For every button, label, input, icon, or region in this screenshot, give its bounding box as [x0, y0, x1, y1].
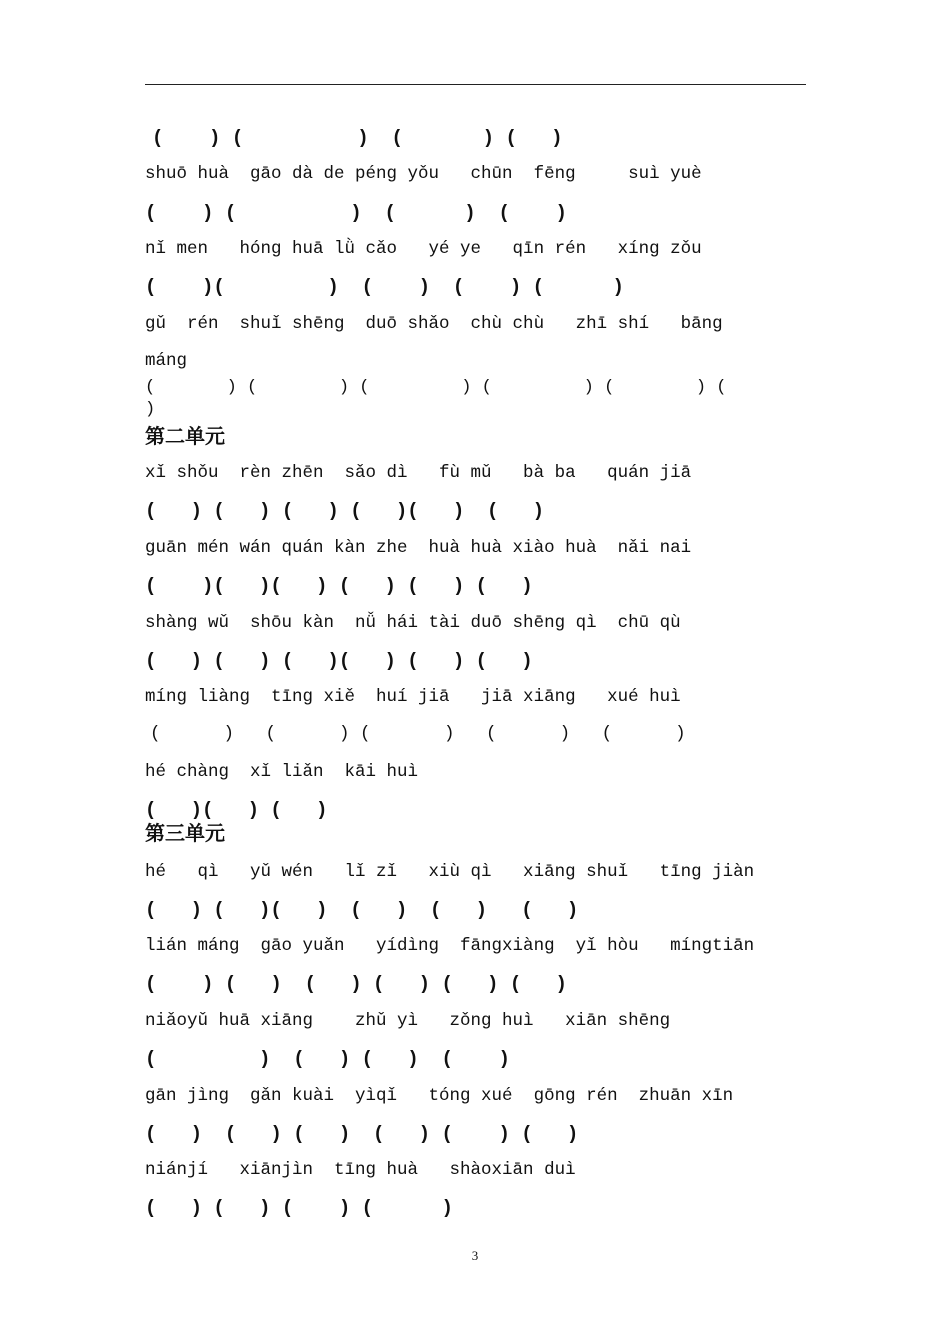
- answer-blanks-row: ( ) ( ) ( ) ( ) ( ) ( ): [145, 1123, 579, 1145]
- pinyin-row: guān mén wán quán kàn zhe huà huà xiào huà nǎi nai: [145, 538, 692, 558]
- pinyin-row-wrap: máng: [145, 351, 188, 371]
- answer-blanks-row: ( ) ( ) ( ) ( ): [145, 202, 567, 224]
- answer-blanks-row: ( ) ( ) ( ) ( ): [152, 127, 563, 149]
- pinyin-row: shuō huà gāo dà de péng yǒu chūn fēng suì yuè: [145, 164, 702, 184]
- pinyin-row: gǔ rén shuǐ shēng duō shǎo chù chù zhī shí bāng: [145, 314, 723, 334]
- answer-blanks-row: ( ) ( ) ( ) ( ) ( ) (: [145, 378, 727, 397]
- pinyin-row: hé chàng xǐ liǎn kāi huì: [145, 762, 419, 782]
- pinyin-row: míng liàng tīng xiě huí jiā jiā xiāng xué huì: [145, 687, 681, 707]
- answer-blanks-row: ( ) ( ) ( )( ) ( ) ( ): [145, 650, 533, 672]
- answer-blanks-row-wrap: ): [145, 400, 156, 419]
- answer-blanks-row: ( ) ( ) ( ) ( ) ( ) ( ): [145, 973, 567, 995]
- pinyin-row: niánjí xiānjìn tīng huà shàoxiān duì: [145, 1160, 576, 1180]
- answer-blanks-row: ( ) ( )( ) ( ) ( ) ( ): [145, 899, 579, 921]
- answer-blanks-row: ( ) ( ) ( ) ( )( ) ( ): [145, 500, 545, 522]
- pinyin-row: gān jìng gǎn kuài yìqǐ tóng xué gōng rén zhuān xīn: [145, 1086, 734, 1106]
- header-rule: [145, 84, 806, 85]
- section-heading-unit-3: 第三单元: [145, 821, 225, 845]
- answer-blanks-row: ( ) ( ) ( ) ( ): [145, 1048, 510, 1070]
- pinyin-row: xǐ shǒu rèn zhēn sǎo dì fù mǔ bà ba quán jiā: [145, 463, 692, 483]
- answer-blanks-row: ( ) ( ) ( ) ( ): [145, 1197, 453, 1219]
- answer-blanks-row: ( ) ( ) ( ) ( ) ( ): [150, 724, 686, 744]
- section-heading-unit-2: 第二单元: [145, 424, 225, 448]
- answer-blanks-row: ( )( ) ( ) ( ) ( ): [145, 276, 624, 298]
- answer-blanks-row: ( )( )( ) ( ) ( ) ( ): [145, 575, 533, 597]
- answer-blanks-row: ( )( ) ( ): [145, 799, 328, 821]
- pinyin-row: hé qì yǔ wén lǐ zǐ xiù qì xiāng shuǐ tīng jiàn: [145, 862, 755, 882]
- pinyin-row: shàng wǔ shōu kàn nǚ hái tài duō shēng qì chū qù: [145, 613, 681, 633]
- page-number: 3: [471, 1248, 479, 1263]
- pinyin-row: lián máng gāo yuǎn yídìng fāngxiàng yǐ hòu míngtiān: [145, 936, 755, 956]
- pinyin-row: nǐ men hóng huā lǜ cǎo yé ye qīn rén xíng zǒu: [145, 239, 702, 259]
- pinyin-row: niǎoyǔ huā xiāng zhǔ yì zǒng huì xiān shēng: [145, 1011, 671, 1031]
